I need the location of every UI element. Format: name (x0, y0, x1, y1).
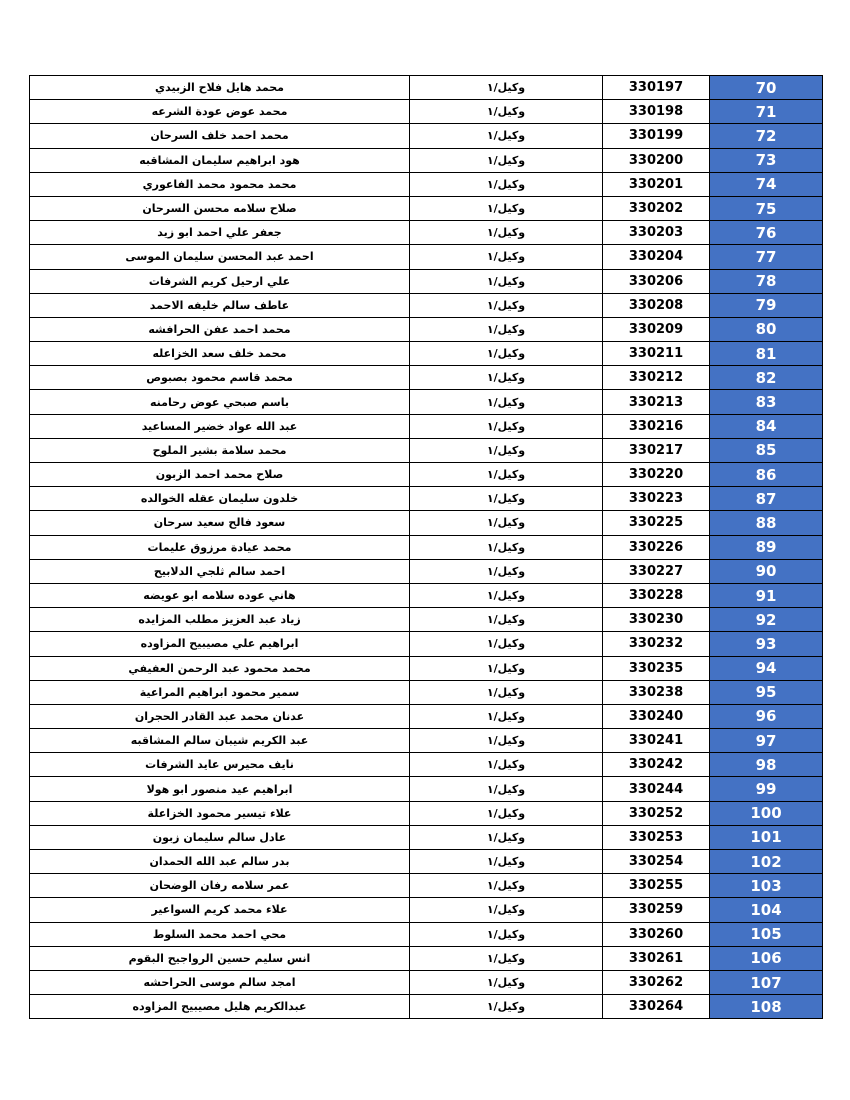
name-cell: علي ارحيل كريم الشرفات (30, 269, 410, 293)
table-row (30, 511, 823, 535)
rank-cell: وكيل/١ (410, 583, 603, 607)
id-cell: 330232 (603, 632, 710, 656)
table-row (30, 390, 823, 414)
table-row (30, 293, 823, 317)
table-row (30, 148, 823, 172)
rank-cell: وكيل/١ (410, 342, 603, 366)
table-row (30, 172, 823, 196)
rank-cell: وكيل/١ (410, 100, 603, 124)
name-cell: محمد هايل فلاح الزبيدي (30, 76, 410, 100)
row-number-cell: 72 (710, 124, 823, 148)
id-cell: 330213 (603, 390, 710, 414)
name-cell: محمد محمود عبد الرحمن العفيفي (30, 656, 410, 680)
table-row (30, 342, 823, 366)
row-number-cell: 104 (710, 898, 823, 922)
rank-cell: وكيل/١ (410, 196, 603, 220)
id-cell: 330204 (603, 245, 710, 269)
name-cell: صلاح محمد احمد الزبون (30, 463, 410, 487)
name-cell: محمد احمد عفن الحرافشه (30, 317, 410, 341)
table-row (30, 874, 823, 898)
id-cell: 330200 (603, 148, 710, 172)
table-row (30, 317, 823, 341)
name-cell: علاء تيسير محمود الخزاعلة (30, 801, 410, 825)
name-cell: بدر سالم عبد الله الحمدان (30, 850, 410, 874)
rank-cell: وكيل/١ (410, 463, 603, 487)
name-cell: صلاح سلامه محسن السرحان (30, 196, 410, 220)
table-row (30, 269, 823, 293)
row-number-cell: 107 (710, 970, 823, 994)
name-cell: احمد سالم ثلجي الدلابيح (30, 559, 410, 583)
table-row (30, 680, 823, 704)
row-number-cell: 93 (710, 632, 823, 656)
table-row (30, 535, 823, 559)
name-cell: عدنان محمد عبد القادر الحجران (30, 704, 410, 728)
id-cell: 330198 (603, 100, 710, 124)
id-cell: 330259 (603, 898, 710, 922)
rank-cell: وكيل/١ (410, 970, 603, 994)
id-cell: 330211 (603, 342, 710, 366)
id-cell: 330223 (603, 487, 710, 511)
rank-cell: وكيل/١ (410, 414, 603, 438)
table-row (30, 366, 823, 390)
name-cell: احمد عبد المحسن سليمان الموسى (30, 245, 410, 269)
rank-cell: وكيل/١ (410, 946, 603, 970)
name-cell: ابراهيم عيد منصور ابو هولا (30, 777, 410, 801)
id-cell: 330227 (603, 559, 710, 583)
name-cell: جعفر علي احمد ابو زيد (30, 221, 410, 245)
row-number-cell: 70 (710, 76, 823, 100)
name-cell: هاني عوده سلامه ابو عويضه (30, 583, 410, 607)
row-number-cell: 85 (710, 438, 823, 462)
rank-cell: وكيل/١ (410, 366, 603, 390)
row-number-cell: 77 (710, 245, 823, 269)
id-cell: 330228 (603, 583, 710, 607)
table-row (30, 487, 823, 511)
row-number-cell: 90 (710, 559, 823, 583)
id-cell: 330235 (603, 656, 710, 680)
row-number-cell: 84 (710, 414, 823, 438)
id-cell: 330203 (603, 221, 710, 245)
row-number-cell: 79 (710, 293, 823, 317)
rank-cell: وكيل/١ (410, 390, 603, 414)
id-cell: 330220 (603, 463, 710, 487)
name-cell: عمر سلامه رفان الوضحان (30, 874, 410, 898)
personnel-table (29, 75, 823, 1019)
id-cell: 330197 (603, 76, 710, 100)
table-row (30, 704, 823, 728)
table-row (30, 100, 823, 124)
name-cell: عبدالكريم هليل مصيبيح المزاوده (30, 995, 410, 1019)
table-row (30, 632, 823, 656)
id-cell: 330244 (603, 777, 710, 801)
name-cell: انس سليم حسين الرواجيح البقوم (30, 946, 410, 970)
rank-cell: وكيل/١ (410, 704, 603, 728)
name-cell: محمد عيادة مرزوق عليمات (30, 535, 410, 559)
row-number-cell: 74 (710, 172, 823, 196)
id-cell: 330255 (603, 874, 710, 898)
row-number-cell: 71 (710, 100, 823, 124)
table-row (30, 196, 823, 220)
row-number-cell: 86 (710, 463, 823, 487)
name-cell: محمد قاسم محمود بصبوص (30, 366, 410, 390)
id-cell: 330199 (603, 124, 710, 148)
id-cell: 330254 (603, 850, 710, 874)
name-cell: نايف محيرس عايد الشرفات (30, 753, 410, 777)
id-cell: 330252 (603, 801, 710, 825)
row-number-cell: 99 (710, 777, 823, 801)
rank-cell: وكيل/١ (410, 632, 603, 656)
table-row (30, 946, 823, 970)
id-cell: 330209 (603, 317, 710, 341)
rank-cell: وكيل/١ (410, 898, 603, 922)
name-cell: امجد سالم موسى الحراحشه (30, 970, 410, 994)
table-row (30, 729, 823, 753)
table-row (30, 221, 823, 245)
id-cell: 330212 (603, 366, 710, 390)
rank-cell: وكيل/١ (410, 680, 603, 704)
row-number-cell: 94 (710, 656, 823, 680)
rank-cell: وكيل/١ (410, 559, 603, 583)
rank-cell: وكيل/١ (410, 922, 603, 946)
row-number-cell: 106 (710, 946, 823, 970)
rank-cell: وكيل/١ (410, 124, 603, 148)
id-cell: 330230 (603, 608, 710, 632)
table-row (30, 850, 823, 874)
row-number-cell: 89 (710, 535, 823, 559)
id-cell: 330264 (603, 995, 710, 1019)
name-cell: عاطف سالم خليفه الاحمد (30, 293, 410, 317)
table-row (30, 898, 823, 922)
id-cell: 330242 (603, 753, 710, 777)
id-cell: 330241 (603, 729, 710, 753)
rank-cell: وكيل/١ (410, 825, 603, 849)
name-cell: ابراهيم علي مصيبيح المزاوده (30, 632, 410, 656)
row-number-cell: 78 (710, 269, 823, 293)
rank-cell: وكيل/١ (410, 656, 603, 680)
table-row (30, 76, 823, 100)
rank-cell: وكيل/١ (410, 801, 603, 825)
table-row (30, 777, 823, 801)
row-number-cell: 103 (710, 874, 823, 898)
row-number-cell: 73 (710, 148, 823, 172)
name-cell: محمد عوض عودة الشرعه (30, 100, 410, 124)
rank-cell: وكيل/١ (410, 172, 603, 196)
row-number-cell: 87 (710, 487, 823, 511)
name-cell: عبد الكريم شيبان سالم المشاقبه (30, 729, 410, 753)
name-cell: محمد خلف سعد الخزاعله (30, 342, 410, 366)
row-number-cell: 101 (710, 825, 823, 849)
row-number-cell: 95 (710, 680, 823, 704)
name-cell: محمد محمود محمد الفاعوري (30, 172, 410, 196)
id-cell: 330217 (603, 438, 710, 462)
table-row (30, 656, 823, 680)
name-cell: زياد عبد العزيز مطلب المزايده (30, 608, 410, 632)
row-number-cell: 82 (710, 366, 823, 390)
table-row (30, 825, 823, 849)
rank-cell: وكيل/١ (410, 148, 603, 172)
name-cell: عبد الله عواد خضير المساعيد (30, 414, 410, 438)
row-number-cell: 81 (710, 342, 823, 366)
name-cell: محمد سلامة بشير الملوح (30, 438, 410, 462)
name-cell: خلدون سليمان عقله الخوالده (30, 487, 410, 511)
name-cell: باسم صبحي عوض رحامنه (30, 390, 410, 414)
name-cell: هود ابراهيم سليمان المشاقبه (30, 148, 410, 172)
rank-cell: وكيل/١ (410, 850, 603, 874)
table-row (30, 583, 823, 607)
row-number-cell: 105 (710, 922, 823, 946)
table-row (30, 559, 823, 583)
table-row (30, 124, 823, 148)
id-cell: 330208 (603, 293, 710, 317)
row-number-cell: 75 (710, 196, 823, 220)
table-row (30, 463, 823, 487)
row-number-cell: 102 (710, 850, 823, 874)
rank-cell: وكيل/١ (410, 874, 603, 898)
rank-cell: وكيل/١ (410, 729, 603, 753)
name-cell: محمد احمد خلف السرحان (30, 124, 410, 148)
row-number-cell: 97 (710, 729, 823, 753)
row-number-cell: 91 (710, 583, 823, 607)
id-cell: 330261 (603, 946, 710, 970)
rank-cell: وكيل/١ (410, 76, 603, 100)
table-row (30, 245, 823, 269)
rank-cell: وكيل/١ (410, 245, 603, 269)
id-cell: 330216 (603, 414, 710, 438)
rank-cell: وكيل/١ (410, 608, 603, 632)
row-number-cell: 80 (710, 317, 823, 341)
table-row (30, 438, 823, 462)
name-cell: سمير محمود ابراهيم المراعية (30, 680, 410, 704)
table-row (30, 970, 823, 994)
id-cell: 330238 (603, 680, 710, 704)
rank-cell: وكيل/١ (410, 511, 603, 535)
row-number-cell: 92 (710, 608, 823, 632)
rank-cell: وكيل/١ (410, 221, 603, 245)
row-number-cell: 100 (710, 801, 823, 825)
id-cell: 330253 (603, 825, 710, 849)
name-cell: سعود فالح سعيد سرحان (30, 511, 410, 535)
table-row (30, 995, 823, 1019)
name-cell: علاء محمد كريم السواعير (30, 898, 410, 922)
id-cell: 330206 (603, 269, 710, 293)
rank-cell: وكيل/١ (410, 535, 603, 559)
rank-cell: وكيل/١ (410, 438, 603, 462)
table-row (30, 801, 823, 825)
table-row (30, 922, 823, 946)
rank-cell: وكيل/١ (410, 995, 603, 1019)
table-row (30, 608, 823, 632)
rank-cell: وكيل/١ (410, 293, 603, 317)
name-cell: عادل سالم سليمان زبون (30, 825, 410, 849)
row-number-cell: 76 (710, 221, 823, 245)
row-number-cell: 108 (710, 995, 823, 1019)
rank-cell: وكيل/١ (410, 487, 603, 511)
rank-cell: وكيل/١ (410, 317, 603, 341)
id-cell: 330202 (603, 196, 710, 220)
row-number-cell: 98 (710, 753, 823, 777)
table-row (30, 753, 823, 777)
row-number-cell: 88 (710, 511, 823, 535)
row-number-cell: 96 (710, 704, 823, 728)
name-cell: محي احمد محمد السلوط (30, 922, 410, 946)
id-cell: 330260 (603, 922, 710, 946)
rank-cell: وكيل/١ (410, 269, 603, 293)
id-cell: 330225 (603, 511, 710, 535)
id-cell: 330226 (603, 535, 710, 559)
row-number-cell: 83 (710, 390, 823, 414)
table-body (30, 76, 823, 1019)
id-cell: 330201 (603, 172, 710, 196)
rank-cell: وكيل/١ (410, 753, 603, 777)
id-cell: 330262 (603, 970, 710, 994)
rank-cell: وكيل/١ (410, 777, 603, 801)
table-row (30, 414, 823, 438)
id-cell: 330240 (603, 704, 710, 728)
